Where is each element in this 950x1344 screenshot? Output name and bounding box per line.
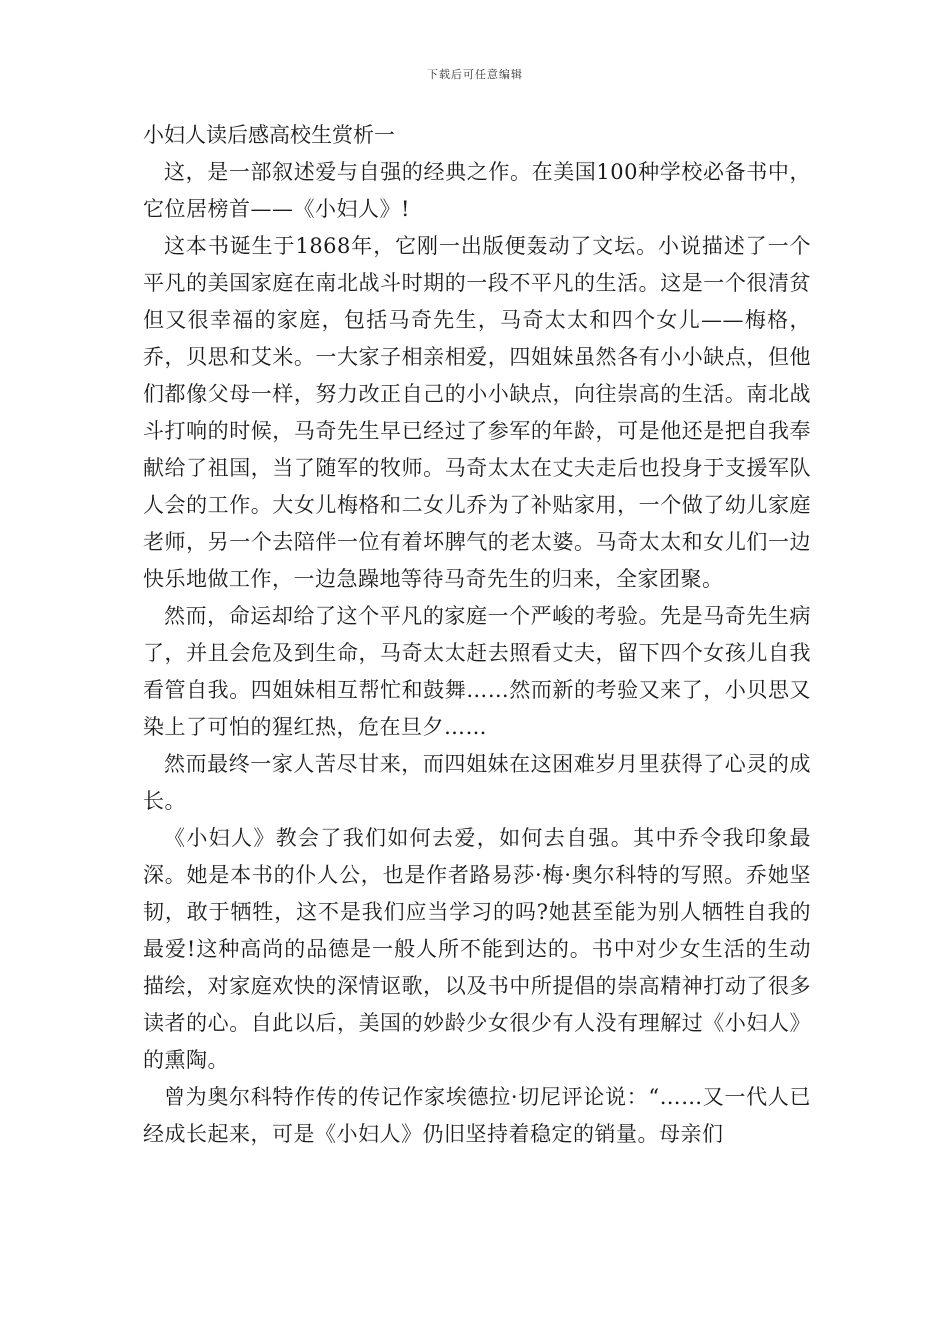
paragraph-3: 然而，命运却给了这个平凡的家庭一个严峻的考验。先是马奇先生病了，并且会危及到生命，马奇太太赶去照看丈夫，留下四个女孩儿自我看管自我。四姐妹相互帮忙和鼓舞……然而新的考验又来了，小贝思又染上了可怕的猩红热，危在旦夕……	[143, 604, 811, 739]
document-title: 小妇人读后感高校生赏析一	[143, 123, 395, 147]
page-header-note: 下载后可任意编辑	[427, 68, 523, 81]
paragraph-1: 这，是一部叙述爱与自强的经典之作。在美国100种学校必备书中，它位居榜首——《小妇人》!	[143, 160, 811, 221]
paragraph-5: 《小妇人》教会了我们如何去爱，如何去自强。其中乔令我印象最深。她是本书的仆人公，也是作者路易莎·梅·奥尔科特的写照。乔她坚韧，敢于牺牲，这不是我们应当学习的吗?她甚至能为别人牺牲自我的最爱!这种高尚的品德是一般人所不能到达的。书中对少女生活的生动描绘，对家庭欢快的深情讴歌，以及书中所提倡的崇高精神打动了很多读者的心。自此以后，美国的妙龄少女很少有人没有理解过《小妇人》的熏陶。	[143, 826, 811, 1072]
paragraph-2: 这本书诞生于1868年，它刚一出版便轰动了文坛。小说描述了一个平凡的美国家庭在南北战斗时期的一段不平凡的生活。这是一个很清贫但又很幸福的家庭，包括马奇先生，马奇太太和四个女儿——梅格，乔，贝思和艾米。一大家子相亲相爱，四姐妹虽然各有小小缺点，但他们都像父母一样，努力改正自己的小小缺点，向往崇高的生活。南北战斗打响的时候，马奇先生早已经过了参军的年龄，可是他还是把自我奉献给了祖国，当了随军的牧师。马奇太太在丈夫走后也投身于支援军队人会的工作。大女儿梅格和二女儿乔为了补贴家用，一个做了幼儿家庭老师，另一个去陪伴一位有着坏脾气的老太婆。马奇太太和女儿们一边快乐地做工作，一边急躁地等待马奇先生的归来，全家团聚。	[143, 234, 811, 591]
document-body	[143, 117, 811, 1153]
paragraph-4: 然而最终一家人苦尽甘来，而四姐妹在这困难岁月里获得了心灵的成长。	[143, 752, 811, 813]
paragraph-6: 曾为奥尔科特作传的传记作家埃德拉·切尼评论说：“……又一代人已经成长起来，可是《小妇人》仍旧坚持着稳定的销量。母亲们	[143, 1085, 811, 1146]
